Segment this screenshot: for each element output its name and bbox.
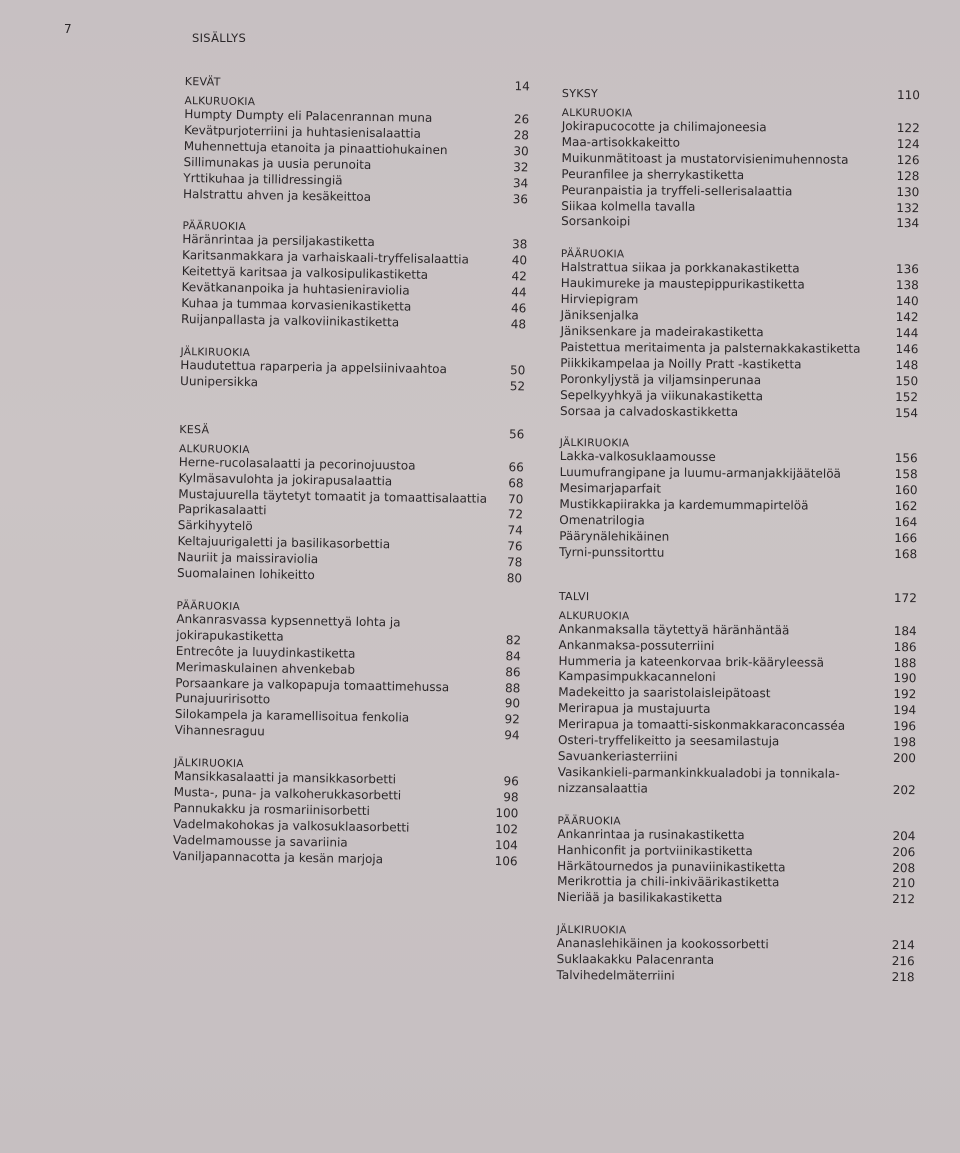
recipe-page-number: 82: [505, 632, 522, 648]
recipe-title: Sepelkyyhkyä ja viikunakastiketta: [560, 387, 764, 403]
recipe-page-number: 216: [891, 954, 915, 969]
recipe-title: Pannukakku ja rosmariinisorbetti: [173, 800, 371, 818]
recipe-page-number: 168: [894, 546, 918, 562]
category-name: JÄLKIRUOKIA: [180, 345, 251, 359]
recipe-title: Osteri-tryffelikeitto ja seesamilastuja: [557, 733, 780, 749]
recipe-title: Vadelmakohokas ja valkosuklaasorbetti: [173, 816, 410, 835]
toc-section: [556, 585, 916, 986]
recipe-page-number: 80: [506, 571, 523, 586]
recipe-page-number: 200: [892, 751, 916, 766]
recipe-page-number: 148: [895, 357, 919, 372]
recipe-title: Jäniksenkare ja madeirakastiketta: [560, 323, 764, 340]
recipe-title: Ruijanpallasta ja valkoviinikastiketta: [180, 311, 400, 330]
recipe-page-number: 158: [894, 467, 918, 482]
recipe-title: Mansikkasalaatti ja mansikkasorbetti: [173, 769, 397, 787]
recipe-title: Yrttikuhaa ja tillidressingiä: [183, 170, 343, 188]
recipe-title: Vihannesraguu: [174, 723, 265, 739]
recipe-title: Haukimureke ja maustepippurikastiketta: [560, 276, 805, 292]
recipe-page-number: 30: [513, 143, 529, 159]
recipe-title: Keitettyä karitsaa ja valkosipulikastiketta: [181, 264, 429, 283]
recipe-page-number: 204: [892, 828, 916, 843]
recipe-title: Merirapua ja mustajuurta: [558, 701, 711, 717]
recipe-page-number: 218: [891, 970, 915, 985]
category-name: ALKURUOKIA: [184, 94, 256, 109]
recipe-page-number: 52: [509, 378, 526, 394]
recipe-page-number: 146: [895, 341, 919, 357]
recipe-page-number: 184: [893, 623, 917, 638]
recipe-page-number: 132: [896, 200, 920, 215]
recipe-title: Uunipersikka: [180, 373, 259, 389]
recipe-title: Suklaakakku Palacenranta: [556, 952, 715, 968]
recipe-title: Peuranfilee ja sherrykastiketta: [561, 166, 745, 182]
recipe-page-number: 162: [894, 499, 918, 514]
recipe-title: Piikkikampelaa ja Noilly Pratt -kastiketta: [560, 355, 802, 372]
season-name: KEVÄT: [184, 74, 221, 89]
recipe-page-number: 106: [494, 853, 518, 869]
recipe-title: Luumufrangipane ja luumu-armanjakkijäätelöä: [559, 465, 841, 482]
recipe-title: Silokampela ja karamellisoitua fenkolia: [174, 707, 410, 725]
recipe-page-number: 26: [513, 112, 530, 127]
season-page-number: 14: [514, 79, 530, 94]
recipe-page-number: 72: [507, 507, 524, 522]
category-name: PÄÄRUOKIA: [560, 248, 625, 261]
recipe-page-number: 92: [504, 712, 520, 727]
recipe-title: Karitsanmakkara ja varhaiskaali-tryffelisalaattia: [181, 248, 470, 267]
recipe-title: Jokirapucocotte ja chilimajoneesia: [561, 118, 767, 135]
recipe-page-number: 76: [507, 539, 523, 554]
page-number: 7: [64, 22, 72, 36]
recipe-title: Herne-rucolasalaatti ja pecorinojuustoa: [178, 454, 416, 473]
recipe-page-number: 152: [895, 389, 919, 404]
category-name: JÄLKIRUOKIA: [556, 924, 627, 937]
recipe-title: Hummeria ja kateenkorvaa brik-kääryleessä: [558, 653, 825, 670]
toc-entry: [558, 765, 916, 799]
recipe-title: Keltajuurigaletti ja basilikasorbettia: [177, 534, 391, 552]
recipe-page-number: 124: [896, 136, 920, 152]
page-title: SISÄLLYS: [192, 31, 247, 45]
recipe-page-number: 78: [506, 555, 523, 570]
recipe-title: Ankanrasvassa kypsennettyä lohta ja jokirapukastiketta: [176, 611, 401, 644]
recipe-title: Paprikasalaatti: [177, 502, 267, 518]
season-heading: [559, 585, 917, 605]
recipe-title: Muhennettuja etanoita ja pinaattiohukainen: [183, 138, 448, 157]
recipe-page-number: 192: [893, 687, 917, 702]
recipe-title: Ankanmaksalla täytettyä häränhäntää: [558, 621, 790, 638]
recipe-title: Maa-artisokkakeitto: [561, 134, 681, 150]
recipe-page-number: 210: [892, 876, 916, 891]
season-heading: [179, 418, 524, 441]
recipe-title: Kevätkananpoika ja huhtasieniraviolia: [181, 280, 410, 298]
toc-entry: [560, 403, 918, 421]
recipe-title: Sillimunakas ja uusia perunoita: [183, 154, 372, 172]
recipe-page-number: 128: [896, 168, 920, 183]
toc-entry: [557, 890, 915, 908]
toc-entry: [561, 214, 919, 232]
recipe-title: Nauriit ja maissiraviolia: [177, 550, 319, 567]
recipe-page-number: 160: [894, 483, 918, 498]
toc-entry: [559, 545, 917, 563]
recipe-title: Entrecôte ja luuydinkastiketta: [175, 643, 356, 661]
recipe-page-number: 86: [505, 664, 521, 680]
recipe-page-number: 96: [503, 774, 519, 789]
category-name: ALKURUOKIA: [561, 106, 633, 120]
recipe-page-number: 208: [892, 860, 916, 875]
recipe-title: Härkätournedos ja punaviinikastiketta: [557, 858, 786, 874]
recipe-title: Ananaslehikäinen ja kookossorbetti: [556, 936, 769, 952]
recipe-title: Haudutettua raparperia ja appelsiinivaahtoa: [180, 357, 448, 377]
recipe-page-number: 28: [513, 128, 530, 143]
recipe-title: Häränrintaa ja persiljakastiketta: [182, 232, 375, 250]
recipe-page-number: 194: [893, 703, 917, 718]
recipe-title: Musta-, puna- ja valkoherukkasorbetti: [173, 785, 402, 803]
recipe-title: Särkihyytelö: [177, 518, 253, 534]
recipe-title: Mesimarjaparfait: [559, 481, 662, 496]
toc-column-left: [173, 70, 530, 870]
recipe-page-number: 98: [503, 790, 519, 805]
category-name: ALKURUOKIA: [178, 442, 250, 456]
recipe-page-number: 198: [893, 735, 917, 750]
recipe-page-number: 196: [893, 719, 917, 734]
recipe-page-number: 100: [495, 805, 519, 821]
season-page-number: 172: [893, 590, 917, 605]
recipe-title: Ankanmaksa-possuterriini: [558, 637, 715, 653]
recipe-page-number: 84: [505, 648, 521, 664]
season-page-number: 56: [508, 426, 525, 442]
recipe-page-number: 32: [513, 159, 529, 175]
recipe-page-number: 70: [507, 491, 524, 506]
recipe-title: Vadelmamousse ja savariinia: [172, 832, 348, 850]
recipe-title: Päärynälehikäinen: [559, 528, 670, 544]
recipe-page-number: 212: [892, 892, 916, 907]
recipe-title: Hanhiconfit ja portviinikastiketta: [557, 842, 753, 858]
recipe-page-number: 134: [896, 216, 920, 231]
recipe-page-number: 42: [511, 269, 527, 284]
toc-entry: [556, 968, 914, 986]
recipe-page-number: 40: [511, 253, 528, 268]
recipe-title: Kevätpurjoterriini ja huhtasienisalaattia: [183, 122, 421, 141]
recipe-page-number: 74: [507, 523, 523, 538]
recipe-title: Jäniksenjalka: [560, 308, 639, 323]
recipe-page-number: 206: [892, 844, 916, 859]
recipe-page-number: 214: [891, 938, 915, 953]
recipe-page-number: 102: [495, 821, 519, 837]
category-name: PÄÄRUOKIA: [182, 220, 247, 234]
toc-section: [173, 418, 525, 870]
recipe-page-number: 190: [893, 671, 917, 686]
recipe-page-number: 126: [896, 152, 920, 167]
recipe-page-number: 156: [894, 451, 918, 466]
recipe-title: Mustikkapiirakka ja kardemummapirtelöä: [559, 497, 809, 513]
recipe-title: Halstrattua siikaa ja porkkanakastiketta: [560, 260, 800, 276]
recipe-title: Madekeitto ja saaristolaisleipätoast: [558, 685, 771, 701]
recipe-page-number: 34: [512, 175, 529, 191]
recipe-page-number: 164: [894, 515, 918, 530]
recipe-title: Lakka-valkosuklaamousse: [559, 449, 716, 465]
recipe-page-number: 154: [895, 405, 919, 420]
category-name: PÄÄRUOKIA: [557, 814, 621, 828]
recipe-page-number: 48: [510, 317, 527, 332]
recipe-title: Punajuuririsotto: [175, 691, 271, 707]
recipe-title: Tyrni-punssitorttu: [559, 544, 665, 560]
recipe-page-number: 166: [894, 530, 918, 546]
recipe-title: Halstrattu ahven ja kesäkeittoa: [182, 186, 372, 204]
recipe-title: Kylmäsavulohta ja jokirapusalaattia: [178, 470, 393, 488]
recipe-title: Omenatrilogia: [559, 513, 645, 528]
recipe-page-number: 144: [895, 326, 919, 341]
recipe-title: Vaniljapannacotta ja kesän marjoja: [172, 848, 384, 866]
recipe-title: Porsaankare ja valkopapuja tomaattimehussa: [175, 675, 450, 694]
recipe-page-number: 90: [504, 696, 521, 711]
recipe-title: Muikunmätitoast ja mustatorvisienimuhennosta: [561, 150, 849, 167]
recipe-page-number: 36: [512, 191, 529, 206]
recipe-title: Humpty Dumpty eli Palacenrannan muna: [184, 106, 433, 125]
recipe-title: Siikaa kolmella tavalla: [561, 198, 696, 214]
recipe-title: Poronkyljystä ja viljamsinperunaa: [560, 371, 762, 387]
season-name: SYKSY: [561, 86, 599, 101]
recipe-page-number: 88: [504, 680, 521, 695]
recipe-page-number: 186: [893, 639, 917, 654]
recipe-page-number: 142: [895, 310, 919, 325]
recipe-page-number: 130: [896, 184, 920, 199]
season-name: TALVI: [558, 589, 590, 603]
season-page-number: 110: [896, 88, 920, 103]
recipe-title: Merimaskulainen ahvenkebab: [175, 659, 356, 677]
recipe-title: Paistettua meritaimenta ja palsternakkakastiketta: [560, 339, 861, 356]
recipe-title: Sorsaa ja calvadoskastikketta: [559, 403, 739, 419]
recipe-page-number: 68: [508, 475, 524, 490]
recipe-page-number: 38: [511, 237, 528, 252]
category-name: JÄLKIRUOKIA: [559, 437, 630, 450]
recipe-page-number: 150: [895, 373, 919, 388]
recipe-title: Suomalainen lohikeitto: [176, 565, 315, 583]
season-name: KESÄ: [179, 422, 210, 437]
recipe-page-number: 188: [893, 655, 917, 670]
recipe-page-number: 94: [504, 728, 520, 743]
recipe-page-number: 140: [895, 294, 919, 309]
season-heading: [185, 70, 530, 93]
recipe-page-number: 202: [892, 782, 916, 797]
season-heading: [562, 82, 920, 102]
recipe-page-number: 66: [508, 459, 524, 475]
recipe-page-number: 136: [895, 262, 919, 277]
recipe-title: Sorsankoipi: [561, 214, 631, 229]
recipe-title: Vasikankieli-parmankinkkualadobi ja tonnikala-nizzansalaattia: [557, 764, 840, 796]
recipe-title: Ankanrintaa ja rusinakastiketta: [557, 826, 745, 842]
recipe-page-number: 44: [511, 285, 527, 300]
recipe-page-number: 138: [895, 278, 919, 293]
recipe-title: Peuranpaistia ja tryffeli-sellerisalaattia: [561, 182, 793, 199]
recipe-page-number: 104: [494, 837, 518, 853]
recipe-title: Merirapua ja tomaatti-siskonmakkaraconcasséa: [558, 717, 846, 733]
recipe-page-number: 122: [896, 121, 920, 136]
recipe-title: Nieriää ja basilikakastiketta: [556, 890, 723, 906]
category-name: PÄÄRUOKIA: [176, 599, 241, 613]
recipe-title: Merikrottia ja chili-inkiväärikastiketta: [557, 874, 780, 890]
recipe-title: Kampasimpukkacanneloni: [558, 669, 716, 685]
recipe-page-number: 46: [510, 301, 527, 316]
recipe-title: Savuankeriasterriini: [557, 748, 678, 764]
category-name: JÄLKIRUOKIA: [174, 757, 244, 771]
toc-column-right: [556, 82, 920, 986]
recipe-title: Talvihedelmäterriini: [556, 968, 675, 983]
recipe-title: Kuhaa ja tummaa korvasienikastiketta: [181, 296, 412, 314]
toc-section: [559, 82, 920, 563]
recipe-title: Hirviepigram: [560, 292, 639, 307]
recipe-title: Mustajuurella täytetyt tomaatit ja tomaattisalaattia: [178, 486, 488, 506]
category-name: ALKURUOKIA: [558, 609, 630, 623]
recipe-page-number: 50: [509, 363, 526, 378]
toc-section: [180, 70, 530, 395]
